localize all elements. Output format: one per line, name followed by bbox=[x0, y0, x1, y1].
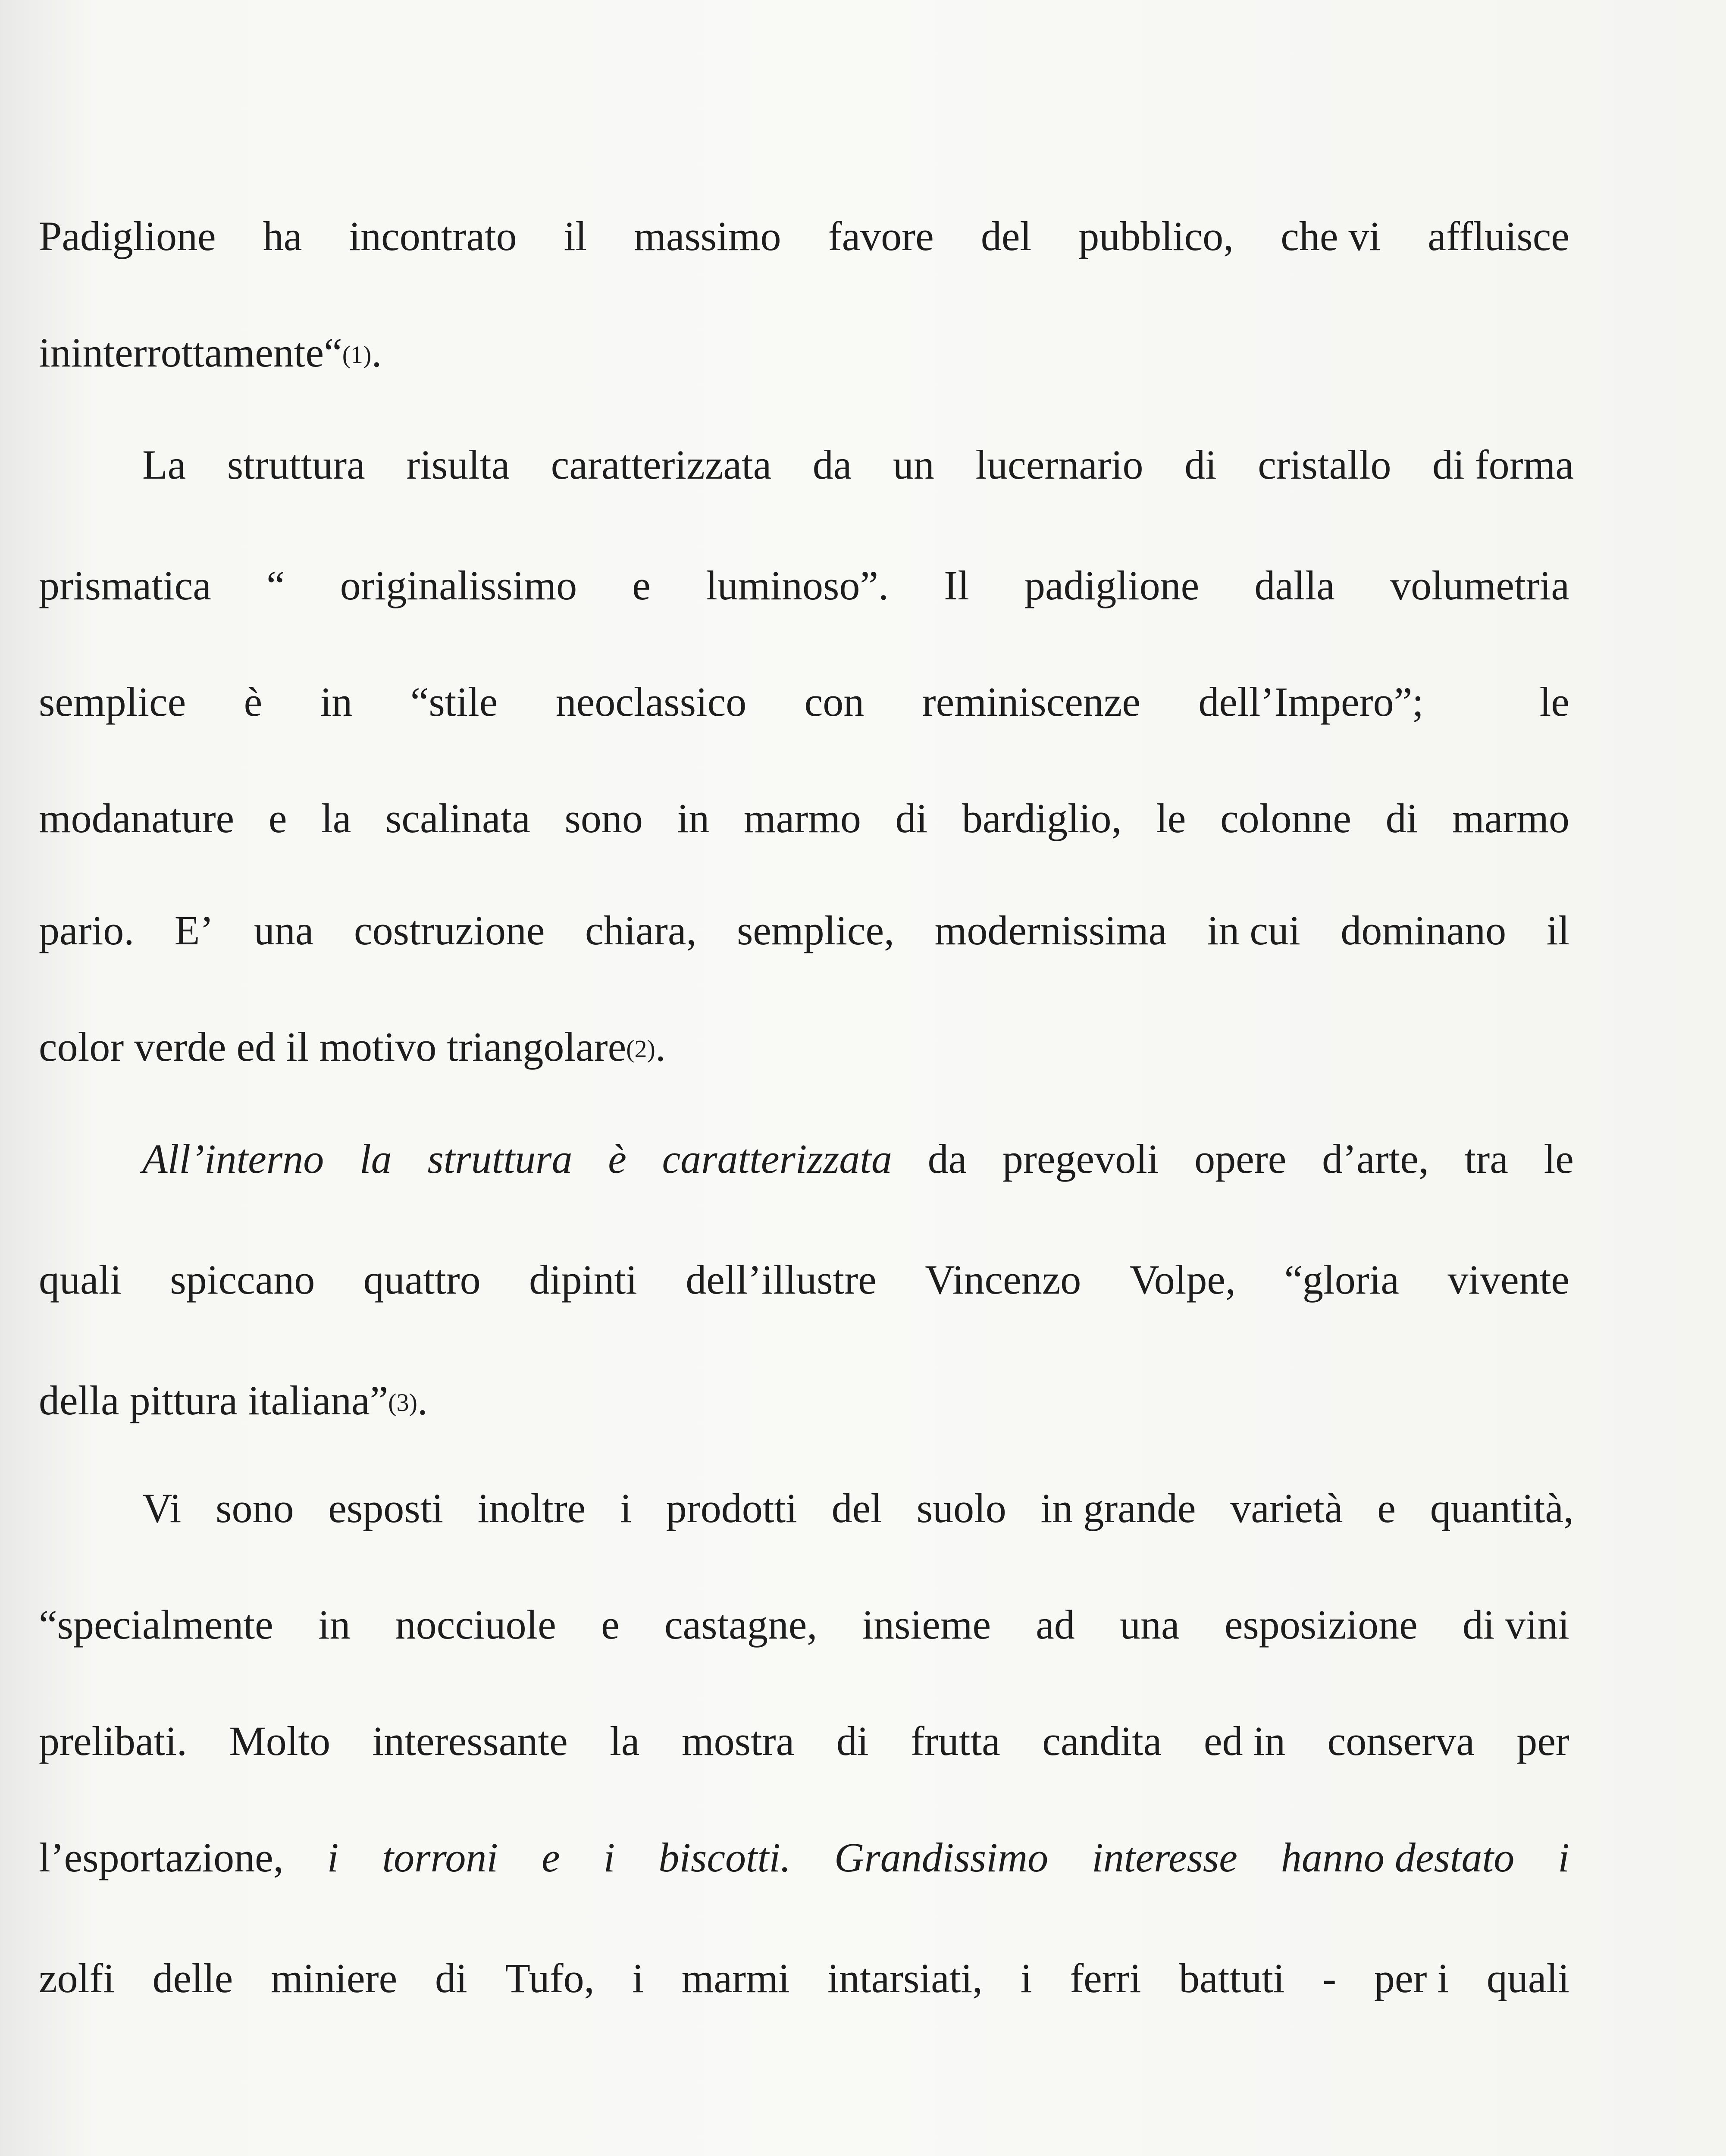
body-line: prelibati. Molto interessante la mostra di frutta candita ed in conserva per bbox=[39, 1718, 1569, 1764]
body-line: “specialmente in nocciuole e castagne, insieme ad una esposizione di vini bbox=[39, 1601, 1569, 1648]
body-line: pario. E’ una costruzione chiara, semplice, modernissima in cui dominano il bbox=[39, 907, 1569, 953]
body-line: prismatica “ originalissimo e luminoso”. Il padiglione dalla volumetria bbox=[39, 562, 1569, 608]
body-line: La struttura risulta caratterizzata da un lucernario di cristallo di forma bbox=[142, 442, 1574, 488]
footnote-ref: (2) bbox=[626, 1035, 655, 1063]
body-line: modanature e la scalinata sono in marmo di bardiglio, le colonne di marmo bbox=[39, 795, 1569, 841]
body-line: All’interno la struttura è caratterizzata da pregevoli opere d’arte, tra le bbox=[142, 1136, 1574, 1182]
body-line: Vi sono esposti inoltre i prodotti del suolo in grande varietà e quantità, bbox=[142, 1485, 1574, 1531]
body-line: ininterrottamente“ $^{(1)}$ . bbox=[39, 329, 382, 376]
body-line: l’esportazione, i torroni e i biscotti. Grandissimo interesse hanno destato i bbox=[39, 1834, 1569, 1880]
body-line: color verde ed il motivo triangolare $^{(2)}$ . bbox=[39, 1024, 666, 1070]
body-line: semplice è in “stile neoclassico con reminiscenze dell’Impero”; le bbox=[39, 679, 1569, 725]
body-line: Padiglione ha incontrato il massimo favore del pubblico, che vi affluisce bbox=[39, 213, 1569, 259]
body-line: quali spiccano quattro dipinti dell’illustre Vincenzo Volpe, “gloria vivente bbox=[39, 1257, 1569, 1303]
body-line: della pittura italiana” $^{(3)}$ . bbox=[39, 1377, 428, 1423]
footnote-ref: (3) bbox=[388, 1388, 417, 1416]
body-line: zolfi delle miniere di Tufo, i marmi intarsiati, i ferri battuti - per i quali bbox=[39, 1955, 1569, 2001]
footnote-ref: (1) bbox=[342, 341, 372, 369]
